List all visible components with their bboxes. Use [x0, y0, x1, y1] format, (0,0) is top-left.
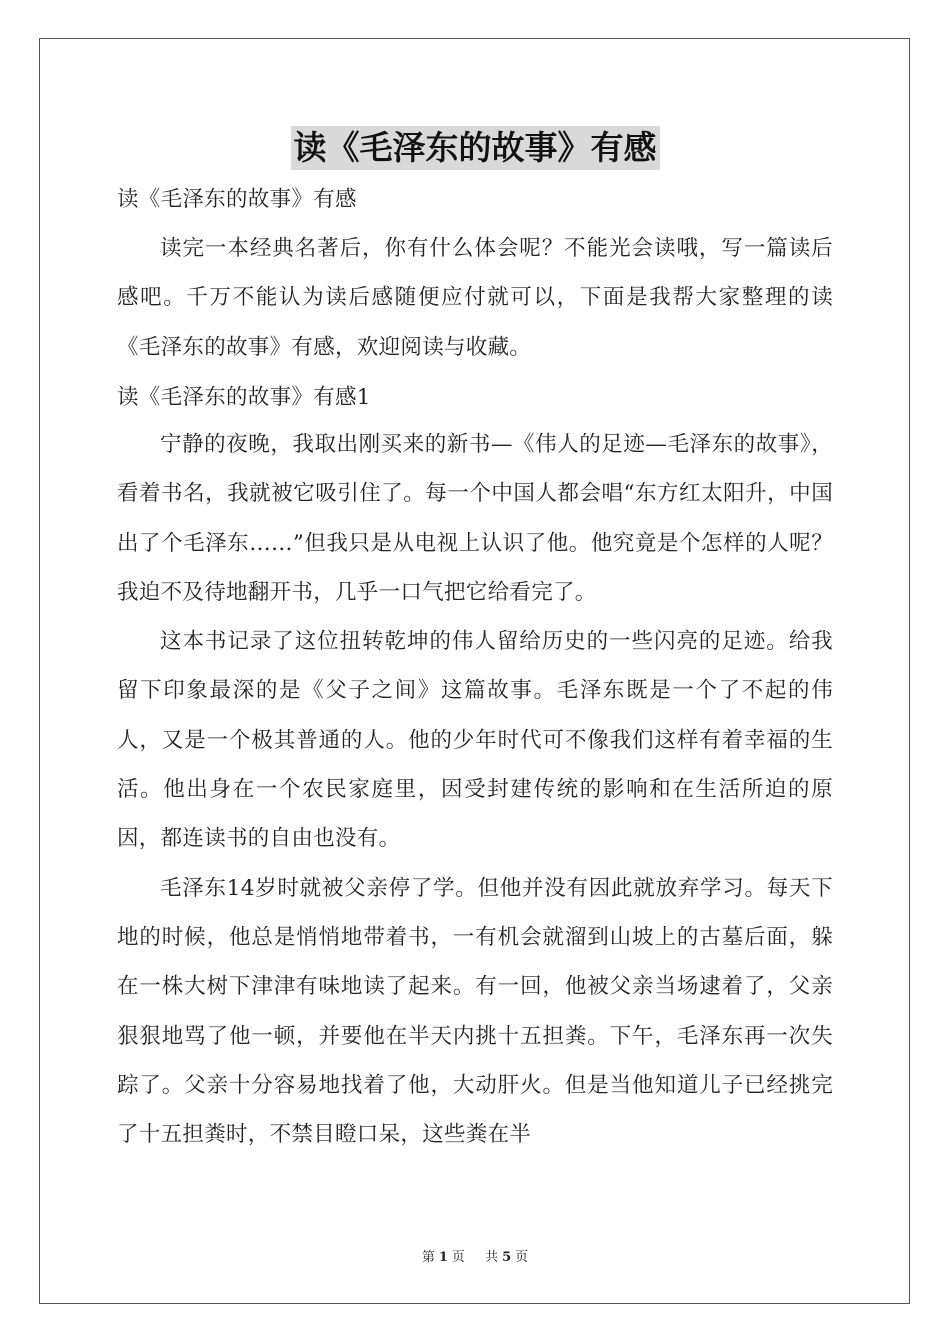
page-label-prefix: 第 [421, 1250, 435, 1265]
document-subtitle: 读《毛泽东的故事》有感 [117, 187, 357, 212]
page-footer [0, 1246, 950, 1265]
section-heading: 读《毛泽东的故事》有感1 [117, 385, 371, 410]
total-pages: 5 [502, 1250, 512, 1265]
body-paragraph-1: 宁静的夜晚，我取出刚买来的新书—《伟人的足迹—毛泽东的故事》，看着书名，我就被它吸引住了。每一个中国人都会唱“东方红太阳升，中国出了个毛泽东……”但我只是从电视上认识了他。他究竟是个怎样的人呢？我迫不及待地翻开书，几乎一口气把它给看完了。 [117, 432, 833, 605]
page-total [481, 1250, 532, 1265]
body-paragraph-2: 这本书记录了这位扭转乾坤的伟人留给历史的一些闪亮的足迹。给我留下印象最深的是《父子之间》这篇故事。毛泽东既是一个了不起的伟人，又是一个极其普通的人。他的少年时代可不像我们这样有着幸福的生活。他出身在一个农民家庭里，因受封建传统的影响和在生活所迫的原因，都连读书的自由也没有。 [117, 629, 833, 852]
document-title: 读《毛泽东的故事》有感 [291, 126, 660, 170]
page-number [418, 1250, 469, 1265]
intro-paragraph: 读完一本经典名著后，你有什么体会呢？不能光会读哦，写一篇读后感吧。千万不能认为读后感随便应付就可以，下面是我帮大家整理的读《毛泽东的故事》有感，欢迎阅读与收藏。 [117, 236, 833, 360]
body-section [117, 420, 833, 1159]
current-page: 1 [438, 1250, 448, 1265]
body-paragraph-3: 毛泽东14岁时就被父亲停了学。但他并没有因此就放弃学习。每天下地的时候，他总是悄悄地带着书，一有机会就溜到山坡上的古墓后面，躲在一株大树下津津有味地读了起来。有一回，他被父亲当场逮着了，父亲狠狠地骂了他一顿，并要他在半天内挑十五担粪。下午，毛泽东再一次失踪了。父亲十分容易地找着了他，大动肝火。但是当他知道儿子已经挑完了十五担粪时，不禁目瞪口呆，这些粪在半 [117, 875, 833, 1148]
intro-section [117, 224, 833, 372]
total-label-suffix: 页 [515, 1250, 529, 1265]
title-wrapper [0, 126, 950, 170]
page-label-suffix: 页 [451, 1250, 465, 1265]
total-label-prefix: 共 [485, 1250, 499, 1265]
